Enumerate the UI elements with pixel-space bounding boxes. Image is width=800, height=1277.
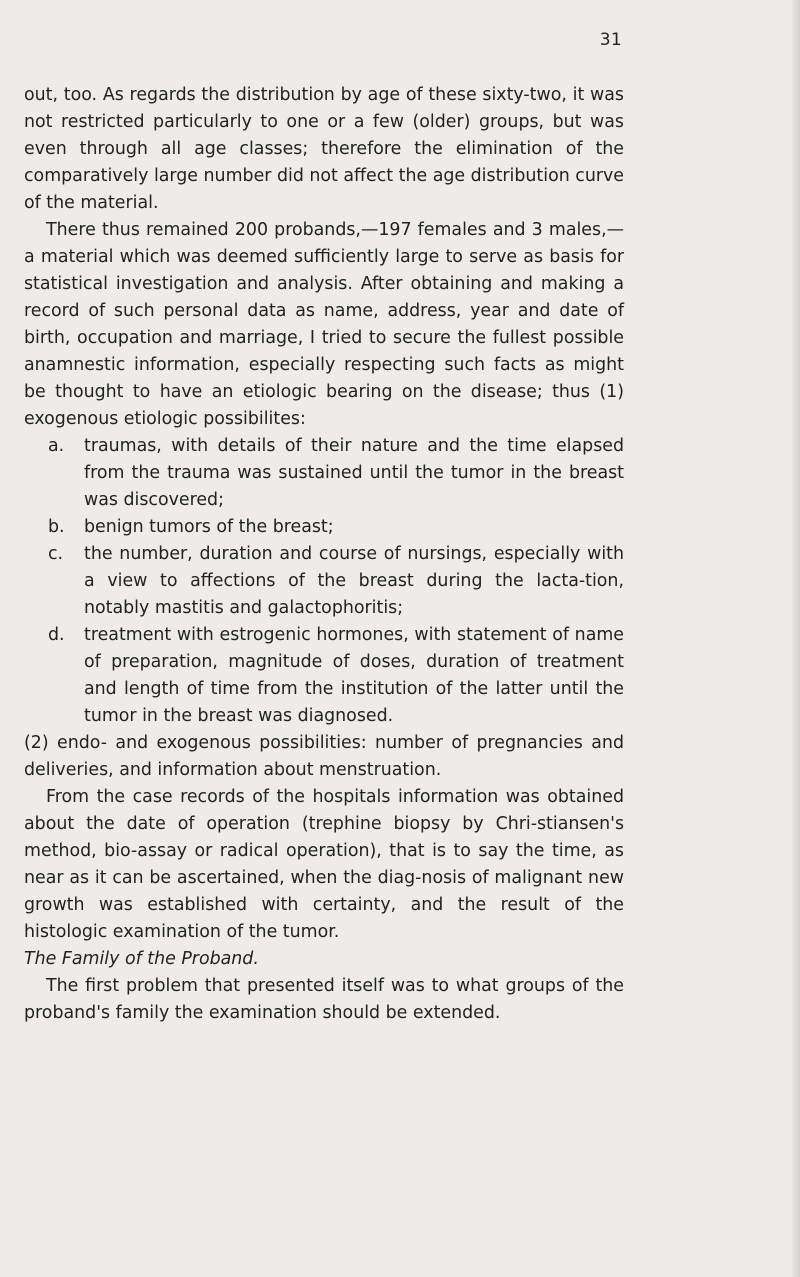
paragraph-continuation: out, too. As regards the distribution by age of these sixty-two, it was not restricted particularly to one or a few (older) groups, but was even through all age classes; therefore the elimination of the comparatively large number did not affect the age distribution curve of the material. (24, 85, 624, 213)
list-marker: c. (48, 544, 64, 564)
paragraph-case-records: From the case records of the hospitals information was obtained about the date of operation (trephine biopsy by Chri-stiansen's method, bio-assay or radical operation), that is to say the time, as near as it can be ascertained, when the diag-nosis of malignant new growth was established with certainty, and the result of the histologic examination of the tumor. (24, 787, 624, 942)
list-marker: d. (48, 625, 65, 645)
list-item-text: benign tumors of the breast; (84, 517, 334, 537)
list-item-text: treatment with estrogenic hormones, with statement of name of preparation, magnitude of doses, duration of treatment and length of time from the institution of the latter until the tumor in the breast was diagnosed. (84, 625, 624, 726)
list-item (24, 514, 624, 541)
page-edge (792, 0, 800, 1277)
list-item-text: the number, duration and course of nursings, especially with a view to affections of the breast during the lacta-tion, notably mastitis and galactophoritis; (84, 544, 624, 618)
list-item (24, 433, 624, 514)
list-item (24, 541, 624, 622)
paragraph-probands: There thus remained 200 probands,—197 females and 3 males,—a material which was deemed sufficiently large to serve as basis for statistical investigation and analysis. After obtaining and making a record of such personal data as name, address, year and date of birth, occupation and marriage, I tried to secure the fullest possible anamnestic information, especially respecting such facts as might be thought to have an etiologic bearing on the disease; thus (1) exogenous etiologic possibilites: (24, 220, 624, 429)
body-text (24, 82, 624, 1027)
list-item (24, 622, 624, 730)
etiologic-list (24, 433, 624, 730)
page-number: 31 (599, 30, 622, 50)
list-marker: a. (48, 436, 65, 456)
paragraph-endo-exogenous: (2) endo- and exogenous possibilities: number of pregnancies and deliveries, and information about menstruation. (24, 733, 624, 780)
paragraph-family: The first problem that presented itself was to what groups of the proband's family the examination should be extended. (24, 976, 624, 1023)
section-heading: The Family of the Proband. (24, 949, 259, 969)
list-marker: b. (48, 517, 65, 537)
list-item-text: traumas, with details of their nature and the time elapsed from the trauma was sustained until the tumor in the breast was discovered; (84, 436, 624, 510)
